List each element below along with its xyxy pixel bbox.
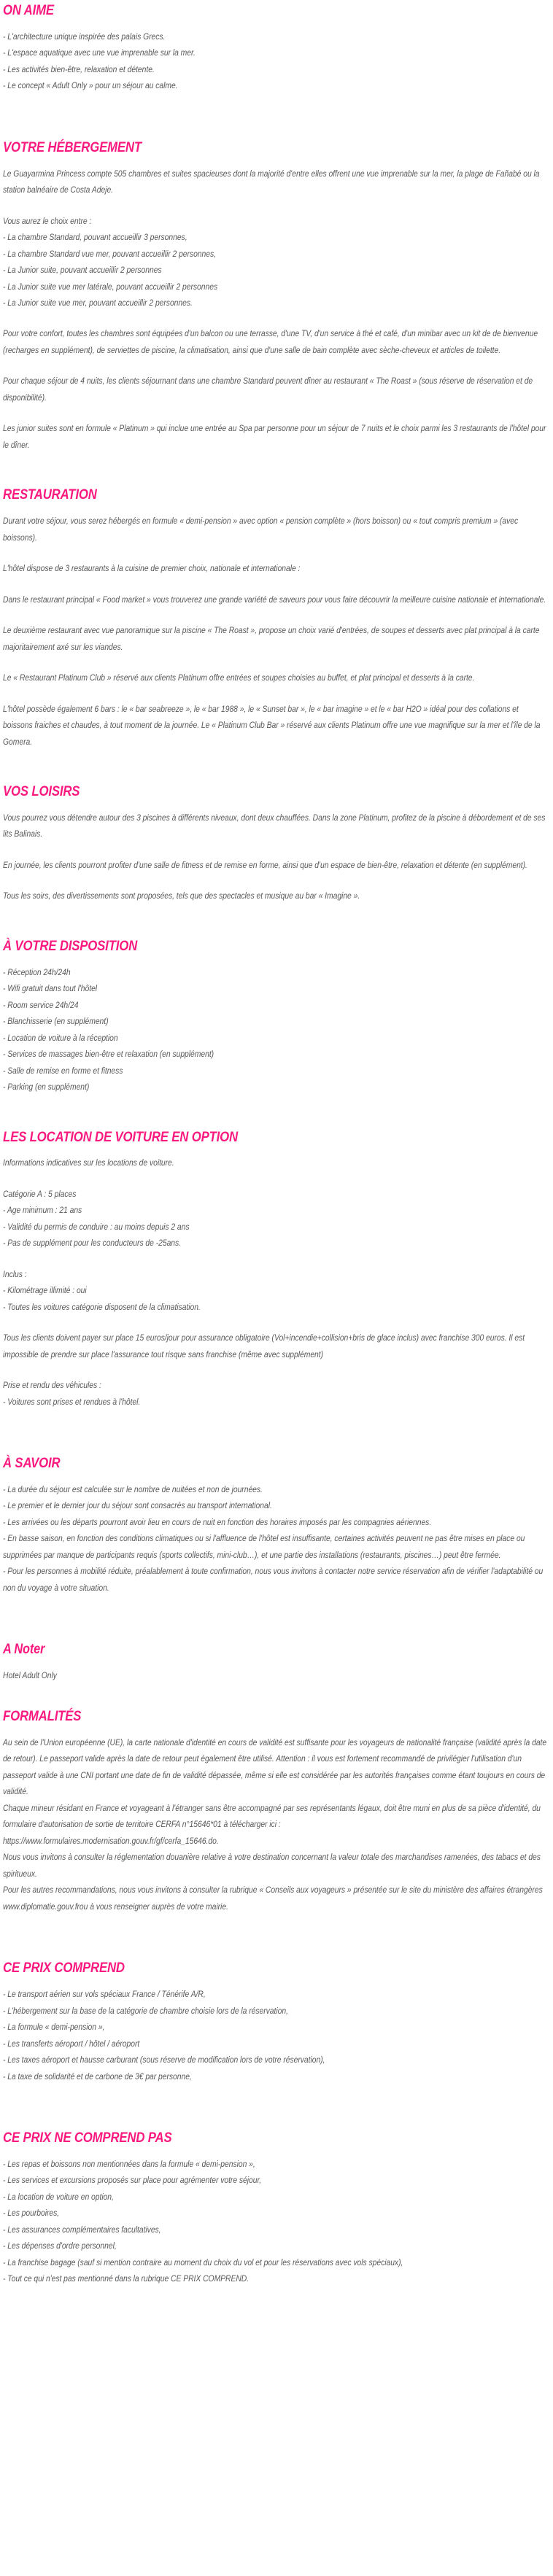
spacer	[3, 1363, 549, 1378]
formalites-paragraph: Chaque mineur résidant en France et voyageant à l'étranger sans être accompagné par ses représentants légaux, doit être muni en plus de sa pièce d'identité, du formulaire d'autorisation de sortie de territoire CERFA n°15646*01 à télécharger ici :	[3, 1803, 541, 1830]
spacer	[3, 578, 549, 592]
location-category-list	[3, 1203, 549, 1252]
spacer	[3, 1684, 549, 1709]
spacer	[3, 1411, 549, 1456]
list-item: - Le transport aérien sur vols spéciaux France / Ténérife A/R,	[3, 1990, 206, 2000]
section-a-savoir	[3, 1456, 549, 1597]
restauration-paragraph: Durant votre séjour, vous serez hébergés en formule « demi-pension » avec option « pension complète » (hors boisson) ou « tout compris premium » (avec boissons).	[3, 516, 519, 543]
list-item: - Le premier et le dernier jour du séjour sont consacrés au transport international.	[3, 1501, 272, 1511]
loisirs-paragraph: Vous pourrez vous détendre autour des 3 piscines à différents niveaux, dont deux chauffées. Dans la zone Platinum, profitez de la piscine à débordement et de ses lits Balinais.	[3, 812, 546, 839]
list-item: - La formule « demi-pension »,	[3, 2022, 105, 2033]
section-heading-location-voiture: LES LOCATION DE VOITURE EN OPTION	[3, 1128, 238, 1145]
section-a-noter	[3, 1642, 549, 1684]
location-pickup-label: Prise et rendu des véhicules :	[3, 1381, 101, 1391]
list-item: - Les assurances complémentaires facultatives,	[3, 2224, 161, 2235]
list-item: - Validité du permis de conduire : au moins depuis 2 ans	[3, 1222, 190, 1232]
ce-prix-ne-comprend-pas-list	[3, 2157, 549, 2288]
location-included-label: Inclus :	[3, 1269, 27, 1279]
section-heading-a-votre-disposition: À VOTRE DISPOSITION	[3, 937, 138, 954]
list-item: - L'espace aquatique avec une vue imprenable sur la mer.	[3, 48, 196, 58]
spacer	[3, 199, 549, 214]
location-insurance: Tous les clients doivent payer sur place 15 euros/jour pour assurance obligatoire (Vol+incendie+collision+bris de glace inclus) avec franchise 300 euros. Il est impossible de prendre sur place l'assurance tout risque sans franchise (même avec supplément)	[3, 1333, 525, 1359]
list-item: - Salle de remise en forme et fitness	[3, 1066, 123, 1076]
list-item: - Les transferts aéroport / hôtel / aéroport	[3, 2038, 140, 2049]
spacer	[3, 905, 549, 939]
section-heading-formalites: FORMALITÉS	[3, 1708, 82, 1725]
list-item: - La franchise bagage (sauf si mention contraire au moment du choix du vol et pour les réservations avec vols spéciaux),	[3, 2257, 403, 2267]
list-item: - Tout ce qui n'est pas mentionné dans la rubrique CE PRIX COMPREND.	[3, 2274, 250, 2284]
spacer	[3, 95, 549, 140]
spacer	[3, 1597, 549, 1642]
list-item: - Voitures sont prises et rendues à l'hôtel.	[3, 1397, 141, 1407]
spacer	[3, 2085, 549, 2130]
section-heading-vos-loisirs: VOS LOISIRS	[3, 783, 80, 800]
list-item: - En basse saison, en fonction des conditions climatiques ou si l'affluence de l'hôtel est insuffisante, certaines activités peuvent ne pas être mises en place ou supprimées par manque de participants requis (sports collectifs, mini-club…), et une partie des installations (restaurants, piscines…) peut être fermée.	[3, 1534, 525, 1560]
location-intro: Informations indicatives sur les locations de voiture.	[3, 1158, 174, 1168]
spacer	[3, 1252, 549, 1267]
loisirs-paragraph: En journée, les clients pourront profiter d'une salle de fitness et de remise en forme, ainsi que d'un espace de bien-être, relaxation et détente (en supplément).	[3, 860, 527, 870]
list-item: - Pas de supplément pour les conducteurs de -25ans.	[3, 1238, 182, 1249]
loisirs-paragraph: Tous les soirs, des divertissements sont proposées, tels que des spectacles et musique au bar « Imagine ».	[3, 891, 360, 901]
spacer	[3, 750, 549, 784]
restauration-paragraph: Le deuxième restaurant avec vue panoramique sur la piscine « The Roast », propose un choix varié d'entrées, de soupes et desserts avec plat principal à la carte majoritairement axé sur les viandes.	[3, 626, 540, 652]
disposition-list	[3, 965, 549, 1096]
restauration-paragraph: Dans le restaurant principal « Food market » vous trouverez une grande variété de saveurs pour vous faire découvrir la meilleure cuisine nationale et internationale.	[3, 594, 546, 605]
hebergement-intro: Le Guayarmina Princess compte 505 chambres et suites spacieuses dont la majorité d'entre elles offrent une vue imprenable sur la mer, la plage de Fañabé ou la station balnéaire de Costa Adeje.	[3, 168, 540, 195]
list-item: - Les services et excursions proposés sur place pour agrémenter votre séjour,	[3, 2176, 262, 2186]
hebergement-comfort: Pour votre confort, toutes les chambres sont équipées d'un balcon ou une terrasse, d'une TV, d'un service à thé et café, d'un minibar avec un kit de de bienvenue (recharges en supplément), de serviettes de piscine, la climatisation, ainsi que d'une salle de bain complète avec sèche-cheveux et articles de toilette.	[3, 329, 538, 355]
list-item: - La location de voiture en option,	[3, 2192, 114, 2202]
section-ce-prix-comprend	[3, 1960, 549, 2085]
list-item: - Services de massages bien-être et relaxation (en supplément)	[3, 1050, 214, 1060]
spacer	[3, 454, 549, 487]
section-ce-prix-ne-comprend-pas	[3, 2130, 549, 2288]
list-item: - Les activités bien-être, relaxation et détente.	[3, 64, 155, 74]
list-item: - Toutes les voitures catégorie disposent de la climatisation.	[3, 1302, 201, 1312]
section-heading-ce-prix-comprend: CE PRIX COMPREND	[3, 1960, 125, 1976]
section-a-votre-disposition	[3, 939, 549, 1096]
spacer	[3, 656, 549, 670]
section-heading-a-noter: A Noter	[3, 1642, 45, 1658]
section-heading-restauration: RESTAURATION	[3, 486, 97, 503]
section-heading-a-savoir: À SAVOIR	[3, 1455, 61, 1472]
spacer	[3, 874, 549, 888]
list-item: - Wifi gratuit dans tout l'hôtel	[3, 984, 98, 994]
restauration-paragraph: Le « Restaurant Platinum Club » réservé aux clients Platinum offre entrées et soupes choisies au buffet, et plat principal et desserts à la carte.	[3, 673, 475, 683]
list-item: - Blanchisserie (en supplément)	[3, 1017, 109, 1027]
list-item: - Location de voiture à la réception	[3, 1033, 118, 1043]
section-on-aime	[3, 3, 549, 95]
formalites-cerfa-link[interactable]: https://www.formulaires.modernisation.gouv.fr/gf/cerfa_15646.do.	[3, 1836, 219, 1846]
list-item: - Age minimum : 21 ans	[3, 1206, 82, 1216]
list-item: - La Junior suite, pouvant accueillir 2 personnes	[3, 265, 162, 276]
a-savoir-list	[3, 1482, 549, 1597]
formalites-paragraph: Au sein de l'Union européenne (UE), la carte nationale d'identité en cours de validité est suffisante pour les voyageurs de nationalité française (validité après la date de retour). Le passeport valide après la date de retour peut également être utilisé. Attention : il vous est fortement recommandé de privilégier l'utilisation d'un passeport valide à une CNI portant une date de fin de validité dépassée, même si elle est considérée par les autorités françaises comme étant toujours en cours de validité.	[3, 1737, 547, 1797]
location-category-label: Catégorie A : 5 places	[3, 1189, 77, 1199]
hebergement-four-nights: Pour chaque séjour de 4 nuits, les clients séjournant dans une chambre Standard peuvent dîner au restaurant « The Roast » (sous réserve de réservation et de disponibilité).	[3, 376, 533, 403]
spacer	[3, 359, 549, 373]
list-item: - La chambre Standard, pouvant accueillir 3 personnes,	[3, 233, 187, 243]
list-item: - Les arrivées ou les départs pourront avoir lieu en cours de nuit en fonction des horaires imposés par les compagnies aériennes.	[3, 1517, 432, 1527]
spacer	[3, 1096, 549, 1130]
location-pickup-list	[3, 1394, 549, 1411]
list-item: - Réception 24h/24h	[3, 967, 71, 977]
on-aime-list	[3, 29, 549, 95]
spacer	[3, 843, 549, 858]
list-item: - Kilométrage illimité : oui	[3, 1286, 87, 1296]
formalites-paragraph: Nous vous invitons à consulter la réglementation douanière relative à votre destination concernant la valeur totale des marchandises ramenées, des tabacs et des spiritueux.	[3, 1853, 541, 1879]
list-item: - L'architecture unique inspirée des palais Grecs.	[3, 31, 166, 42]
a-noter-text: Hotel Adult Only	[3, 1670, 57, 1680]
list-item: - La chambre Standard vue mer, pouvant accueillir 2 personnes,	[3, 249, 216, 259]
hebergement-platinum: Les junior suites sont en formule « Platinum » qui inclue une entrée au Spa par personne pour un séjour de 7 nuits et le choix parmi les 3 restaurants de l'hôtel pour le dîner.	[3, 424, 546, 450]
section-restauration	[3, 487, 549, 750]
section-location-voiture	[3, 1130, 549, 1411]
list-item: - Room service 24h/24	[3, 1000, 79, 1010]
list-item: - La taxe de solidarité et de carbone de 3€ par personne,	[3, 2071, 192, 2082]
section-vos-loisirs	[3, 784, 549, 905]
spacer	[3, 687, 549, 702]
section-heading-ce-prix-ne-comprend-pas: CE PRIX NE COMPREND PAS	[3, 2130, 172, 2146]
location-included-list	[3, 1283, 549, 1316]
list-item: - La durée du séjour est calculée sur le nombre de nuitées et non de journées.	[3, 1484, 263, 1494]
list-item: - Pour les personnes à mobilité réduite, préalablement à toute confirmation, nous vous invitons à contacter notre service réservation afin de vérifier l'adaptabilité ou non du voyage à votre situation.	[3, 1567, 544, 1593]
spacer	[3, 311, 549, 326]
hebergement-choice-label: Vous aurez le choix entre :	[3, 216, 92, 226]
spacer	[3, 1316, 549, 1330]
formalites-paragraph: Pour les autres recommandations, nous vous invitons à consulter la rubrique « Conseils aux voyageurs » présentée sur le site du ministère des affaires étrangères www.diplomatie.gouv.frou à vous renseigner auprès de votre mairie.	[3, 1885, 543, 1912]
list-item: - Les repas et boissons non mentionnées dans la formule « demi-pension »,	[3, 2159, 255, 2169]
spacer	[3, 406, 549, 421]
spacer	[3, 608, 549, 623]
list-item: - Le concept « Adult Only » pour un séjour au calme.	[3, 81, 178, 91]
section-formalites	[3, 1709, 549, 1915]
section-heading-votre-hebergement: VOTRE HÉBERGEMENT	[3, 139, 142, 155]
list-item: - L'hébergement sur la base de la catégorie de chambre choisie lors de la réservation,	[3, 2006, 288, 2016]
ce-prix-comprend-list	[3, 1987, 549, 2085]
spacer	[3, 546, 549, 561]
list-item: - La Junior suite vue mer, pouvant accueillir 2 personnes.	[3, 298, 193, 308]
list-item: - Parking (en supplément)	[3, 1082, 90, 1093]
restauration-paragraph: L'hôtel dispose de 3 restaurants à la cuisine de premier choix, nationale et internationale :	[3, 564, 301, 574]
hebergement-room-list	[3, 230, 549, 311]
spacer	[3, 1172, 549, 1187]
list-item: - Les dépenses d'ordre personnel,	[3, 2241, 117, 2251]
section-heading-on-aime: ON AIME	[3, 2, 54, 18]
section-votre-hebergement	[3, 140, 549, 454]
list-item: - Les taxes aéroport et hausse carburant (sous réserve de modification lors de votre réservation),	[3, 2055, 325, 2065]
list-item: - La Junior suite vue mer latérale, pouvant accueillir 2 personnes	[3, 282, 218, 292]
restauration-paragraph: L'hôtel possède également 6 bars : le « bar seabreeze », le « bar 1988 », le « Sunset bar », le « bar imagine » et le « bar H2O » idéal pour des collations et boissons fraiches et chaudes, à tout moment de la journée. Le « Platinum Club Bar » réservé aux clients Platinum offre une vue magnifique sur la mer et l'île de la Gomera.	[3, 704, 541, 747]
spacer	[3, 1915, 549, 1960]
list-item: - Les pourboires,	[3, 2208, 60, 2219]
